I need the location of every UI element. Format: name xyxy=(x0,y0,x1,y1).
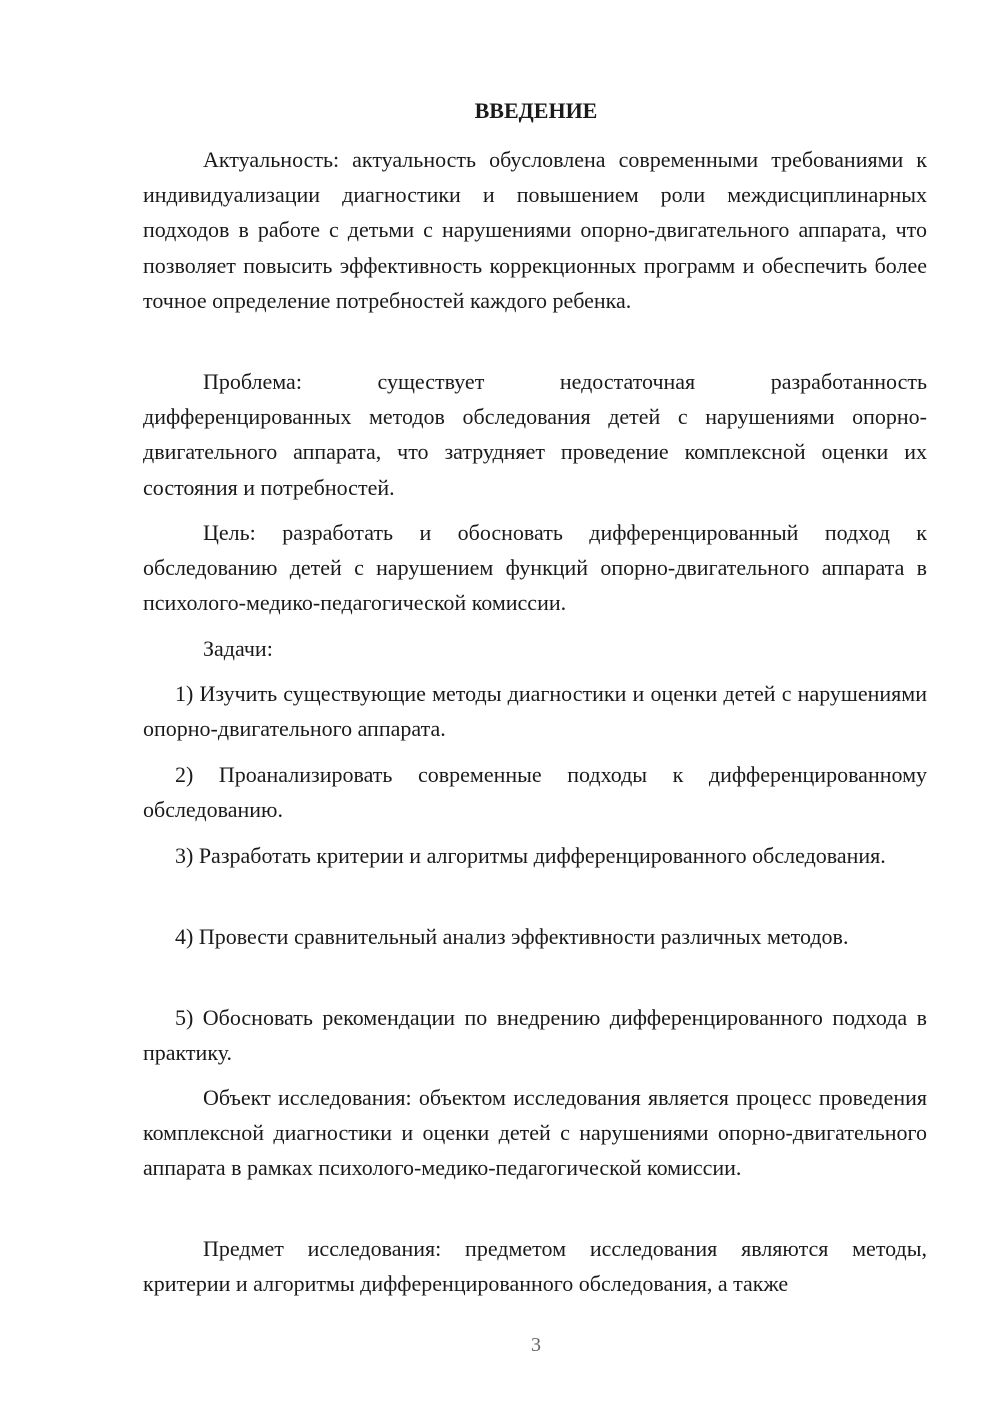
task-item-4: 4) Провести сравнительный анализ эффективности различных методов. xyxy=(175,924,849,949)
paragraph-problem: Проблема: существует недостаточная разработанность дифференцированных методов обследования детей с нарушениями опорно-двигательного аппарата, что затрудняет проведение комплексной оценки их состояния и потребностей. xyxy=(143,369,927,500)
task-item-1: 1) Изучить существующие методы диагностики и оценки детей с нарушениями опорно-двигательного аппарата. xyxy=(143,681,927,742)
paragraph-object: Объект исследования: объектом исследования является процесс проведения комплексной диагностики и оценки детей с нарушениями опорно-двигательного аппарата в рамках психолого-медико-педагогической комиссии. xyxy=(143,1085,927,1181)
paragraph-subject: Предмет исследования: предметом исследования являются методы, критерии и алгоритмы дифференцированного обследования, а также xyxy=(143,1236,927,1297)
task-item-3: 3) Разработать критерии и алгоритмы дифференцированного обследования. xyxy=(175,843,886,868)
task-item-2: 2) Проанализировать современные подходы к дифференцированному обследованию. xyxy=(143,762,927,823)
tasks-label: Задачи: xyxy=(203,636,273,661)
task-item-5: 5) Обосновать рекомендации по внедрению дифференцированного подхода в практику. xyxy=(143,1005,927,1066)
paragraph-goal: Цель: разработать и обосновать дифференцированный подход к обследованию детей с нарушением функций опорно-двигательного аппарата в психолого-медико-педагогической комиссии. xyxy=(143,520,927,616)
paragraph-relevance: Актуальность: актуальность обусловлена современными требованиями к индивидуализации диагностики и повышением роли междисциплинарных подходов в работе с детьми с нарушениями опорно-двигательного аппарата, что позволяет повысить эффективность коррекционных программ и обеспечить более точное определение потребностей каждого ребенка. xyxy=(143,147,927,313)
section-heading: ВВЕДЕНИЕ xyxy=(474,98,598,123)
page-number: 3 xyxy=(531,1334,541,1356)
